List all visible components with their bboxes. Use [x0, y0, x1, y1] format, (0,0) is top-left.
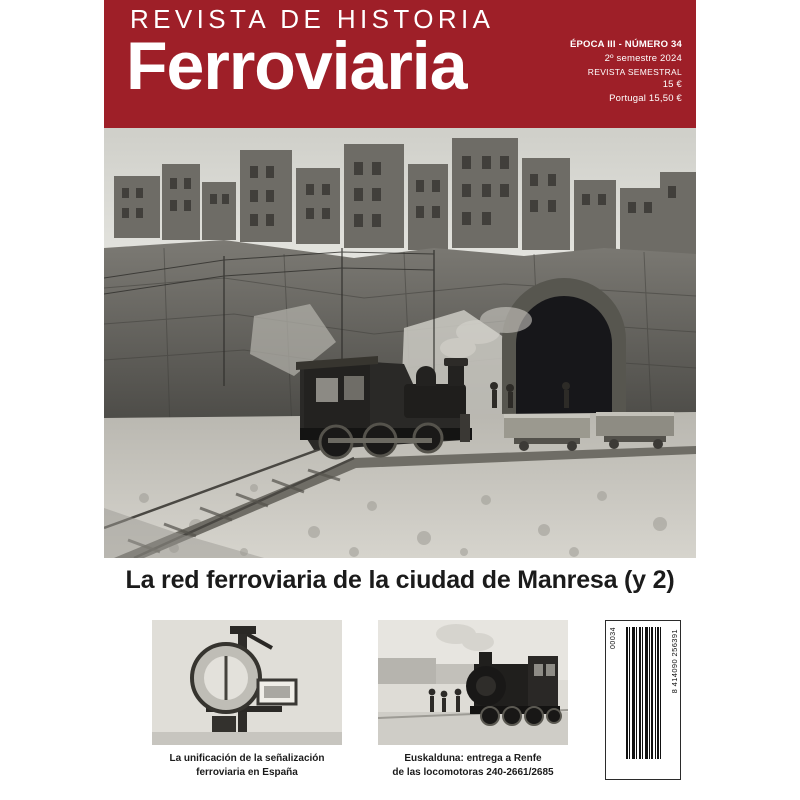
magazine-subtitle: REVISTA DE HISTORIA	[130, 4, 495, 34]
masthead	[104, 0, 696, 128]
thumbnail-locomotive-illustration	[378, 620, 568, 745]
issue-semester: 2º semestre 2024	[604, 52, 682, 64]
barcode-digits: 8 414090 256391	[670, 629, 679, 694]
thumbnail-locomotive	[378, 620, 568, 745]
thumbnail-signal-caption-line2: ferroviaria en España	[196, 766, 298, 778]
price-portugal: Portugal 15,50 €	[609, 92, 682, 104]
thumbnail-locomotive-caption	[370, 752, 576, 779]
thumbnail-signal	[152, 620, 342, 745]
barcode-issue-code: 00034	[610, 627, 617, 649]
cover-photo	[104, 128, 696, 558]
cover-photo-illustration	[104, 128, 696, 558]
thumbnail-signal-caption	[144, 752, 350, 779]
cover-headline: La red ferroviaria de la ciudad de Manresa (y 2)	[125, 566, 675, 594]
issue-number: ÉPOCA III - NÚMERO 34	[569, 39, 682, 50]
thumbnail-signal-caption-line1: La unificación de la señalización	[169, 753, 325, 764]
barcode-bars	[626, 627, 662, 759]
thumbnail-signal-illustration	[152, 620, 342, 745]
issue-periodicity: REVISTA SEMESTRAL	[587, 66, 682, 77]
issue-info-block	[532, 38, 682, 105]
magazine-title-block	[126, 4, 556, 104]
thumbnail-locomotive-caption-line2: de las locomotoras 240-2661/2685	[392, 766, 554, 778]
price-spain: 15 €	[662, 78, 682, 90]
magazine-title: Ferroviaria	[126, 28, 467, 104]
barcode	[605, 620, 681, 780]
thumbnail-locomotive-caption-line1: Euskalduna: entrega a Renfe	[404, 753, 542, 764]
